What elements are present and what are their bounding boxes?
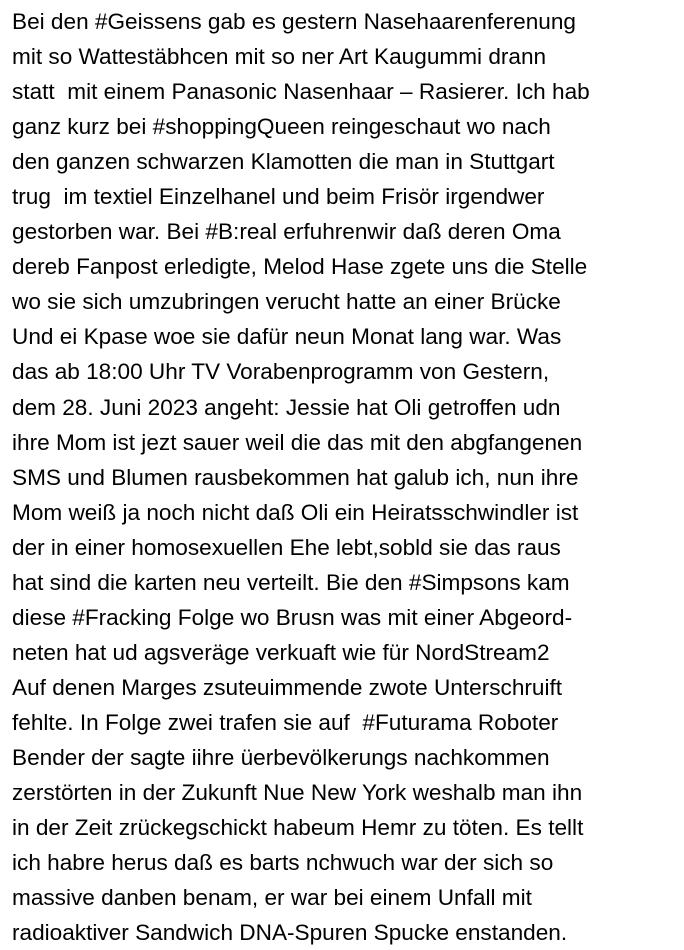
text-line: fehlte. In Folge zwei trafen sie auf #Futurama Roboter xyxy=(12,709,559,735)
text-line: Auf denen Marges zsuteuimmende zwote Unterschruift xyxy=(12,674,563,700)
text-line: hat sind die karten neu verteilt. Bie den #Simpsons kam xyxy=(12,569,570,595)
text-line: diese #Fracking Folge wo Brusn was mit einer Abgeord- xyxy=(12,604,573,630)
text-line: wo sie sich umzubringen verucht hatte an einer Brücke xyxy=(12,289,561,315)
text-line: dereb Fanpost erledigte, Melod Hase zgete uns die Stelle xyxy=(12,254,588,280)
text-line: zerstörten in der Zukunft Nue New York weshalb man ihn xyxy=(12,780,583,806)
text-line: den ganzen schwarzen Klamotten die man in Stuttgart xyxy=(12,149,555,175)
text-line: Und ei Kpase woe sie dafür neun Monat lang war. Was xyxy=(12,324,562,350)
text-line: Bei den #Geissens gab es gestern Nasehaarenferenung xyxy=(12,9,576,34)
text-line: der in einer homosexuellen Ehe lebt,sobld sie das raus xyxy=(12,534,561,560)
text-line: SMS und Blumen rausbekommen hat galub ich, nun ihre xyxy=(12,464,579,490)
text-line: Mom weiß ja noch nicht daß Oli ein Heiratsschwindler ist xyxy=(12,499,579,525)
text-line: statt mit einem Panasonic Nasenhaar – Rasierer. Ich hab xyxy=(12,79,590,105)
body-text xyxy=(12,4,680,950)
text-line: dem 28. Juni 2023 angeht: Jessie hat Oli getroffen udn xyxy=(12,394,561,420)
text-line: Bender der sagte iihre üerbevölkerungs nachkommen xyxy=(12,744,550,770)
text-line: in der Zeit zrückegschickt habeum Hemr zu töten. Es tellt xyxy=(12,815,584,841)
text-line: mit so Wattestäbhcen mit so ner Art Kaugummi drann xyxy=(12,44,547,70)
text-line: das ab 18:00 Uhr TV Vorabenprogramm von Gestern, xyxy=(12,359,550,385)
text-line: ich habre herus daß es barts nchwuch war der sich so xyxy=(12,850,554,876)
text-line: massive danben benam, er war bei einem Unfall mit xyxy=(12,885,532,911)
text-line: trug im textiel Einzelhanel und beim Frisör irgendwer xyxy=(12,184,545,210)
text-line: neten hat ud agsveräge verkuaft wie für NordStream2 xyxy=(12,639,550,665)
text-line: radioaktiver Sandwich DNA-Spuren Spucke enstanden. xyxy=(12,920,568,946)
text-line: ihre Mom ist jezt sauer weil die das mit den abgfangenen xyxy=(12,429,583,455)
text-line: ganz kurz bei #shoppingQueen reingeschaut wo nach xyxy=(12,114,551,140)
text-line: gestorben war. Bei #B:real erfuhrenwir daß deren Oma xyxy=(12,219,561,245)
